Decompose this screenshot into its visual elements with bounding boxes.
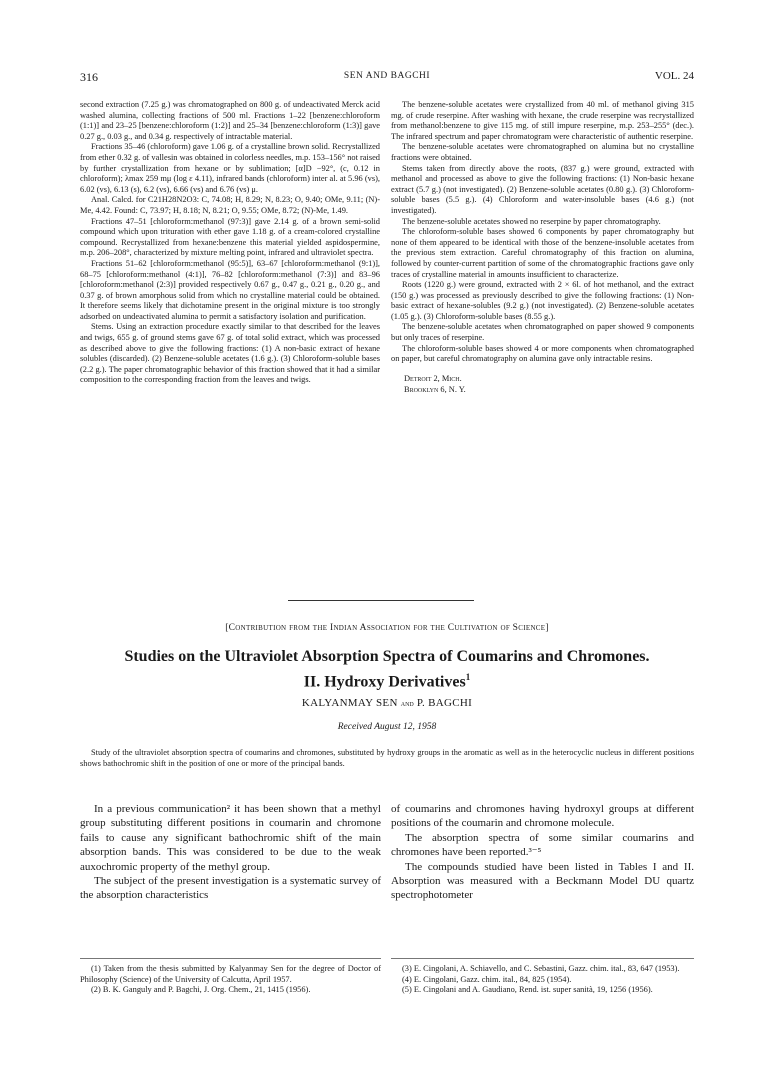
title-footnote-mark: 1 — [465, 672, 471, 682]
footnotes-left — [80, 964, 381, 996]
paragraph: of coumarins and chromones having hydroxyl groups at different positions of the coumarin and chromone molecule. — [391, 803, 694, 830]
paragraph: second extraction (7.25 g.) was chromatographed on 800 g. of undeactivated Merck acid washed alumina, collecting fractions of 500 ml. Fractions 1–22 [benzene:chloroform (1:1)] and 23–25 [benzene:chloroform (1:2)] and 25–34 [benzene:chloroform (1:3)] gave 0.27 g., 0.03 g., and 0.34 g. respectively of intractable material. — [80, 100, 380, 141]
paragraph: Fractions 47–51 [chloroform:methanol (97:3)] gave 2.14 g. of a brown semi-solid compound which upon trituration with ether gave 1.18 g. of a cream-colored crystalline compound. Recrystallized from hexane:benzene this material yielded aspidospermine, m.p. 206–208°, characterized by mixture melting point, infrared and ultraviolet spectra. — [80, 216, 380, 258]
paragraph: In a previous communication² it has been shown that a methyl group substituting different positions in coumarin and chromone fails to cause any significant bathochromic shift of the main absorption bands. This was considered to be due to the weak auxochromic property of the methyl group. — [80, 803, 381, 873]
footnote: (4) E. Cingolani, Gazz. chim. ital., 84, 825 (1954). — [402, 974, 572, 984]
author-name: P. BAGCHI — [416, 697, 473, 709]
paragraph: The chloroform-soluble bases showed 6 components by paper chromatography but none of them appeared to be identical with those of the benzene-insoluble acetates from the previous stem extraction. Careful chromatography of this fraction on alumina, followed by counter-current partition of some of the chromatographic fractions gave only traces of crystalline material in amounts insufficient to characterize. — [391, 227, 694, 279]
paragraph: The benzene-soluble acetates when chromatographed on paper showed 9 components but only traces of reserpine. — [391, 322, 694, 343]
author-conjunction: and — [400, 699, 414, 708]
article-title — [80, 647, 694, 692]
paragraph: The benzene-soluble acetates were chromatographed on alumina but no crystalline fractions were obtained. — [391, 142, 694, 162]
experimental-column-right — [391, 100, 694, 395]
author-line — [80, 697, 694, 709]
contribution-line: [Contribution from the Indian Association for the Cultivation of Science] — [225, 623, 549, 633]
received-date: Received August 12, 1958 — [337, 722, 437, 732]
paragraph: The compounds studied have been listed in Tables I and II. Absorption was measured with a Beckmann Model DU quartz spectrophotometer — [391, 860, 694, 902]
paragraph: Anal. Calcd. for C21H28N2O3: C, 74.08; H, 8.29; N, 8.23; O, 9.40; OMe, 9.11; (N)-Me, 4.42. Found: C, 73.97; H, 8.18; N, 8.21; O, 9.55; OMe, 8.72; (N)-Me, 1.49. — [80, 195, 380, 215]
section-divider — [288, 600, 474, 601]
footnotes-right — [391, 964, 694, 996]
paragraph: The benzene-soluble acetates showed no reserpine by paper chromatography. — [402, 216, 661, 226]
abstract: Study of the ultraviolet absorption spectra of coumarins and chromones, substituted by hydroxy groups in the aromatic as well as in the heterocyclic nucleus in different positions shows bathochromic shift in the position of one or more of the principal bands. — [80, 748, 694, 768]
paragraph: The subject of the present investigation is a systematic survey of the absorption characteristics — [80, 875, 381, 902]
page-number: 316 — [80, 70, 98, 84]
author-address — [391, 373, 694, 395]
paragraph: The chloroform-soluble bases showed 4 or more components when chromatographed on paper, but careful chromatography on alumina gave only intractable resins. — [391, 343, 694, 364]
address-line: Detroit 2, Mich. — [404, 373, 462, 383]
body-column-left — [80, 802, 381, 903]
footnote: (5) E. Cingolani and A. Gaudiano, Rend. ist. super sanità, 19, 1256 (1956). — [402, 985, 653, 995]
author-name: KALYANMAY SEN — [301, 697, 398, 709]
paragraph: Roots (1220 g.) were ground, extracted with 2 × 6l. of hot methanol, and the extract (150 g.) was processed as previously described to give the following fractions: (1) Non-basic extract of hexane-solubles (9.2 g.) (not investigated). (2) Benzene-soluble acetates (1.05 g.). (3) Chloroform-soluble bases (8.55 g.). — [391, 280, 694, 321]
paragraph: Stems taken from directly above the roots, (837 g.) were ground, extracted with methanol and processed as above to give the following fractions: (1) Non-basic hexane extract (5.7 g.) (not investigated). (2) Benzene-soluble acetates (0.80 g.). (3) Chloroform-soluble bases (5.5 g.). (4) Chloroform and water-insoluble bases (4.6 g.) (not investigated). — [391, 163, 694, 215]
footnote: (1) Taken from the thesis submitted by Kalyanmay Sen for the degree of Doctor of Philosophy (Science) of the University of Calcutta, April 1957. — [80, 964, 381, 984]
volume-label: VOL. 24 — [654, 70, 694, 82]
paragraph: The benzene-soluble acetates were crystallized from 40 ml. of methanol giving 315 mg. of crude reserpine. After washing with hexane, the crude reserpine was recrystallized from methanol:benzene to give 115 mg. of still impure reserpine, m.p. 253–255° (dec.). The infrared spectrum and paper chromatogram were characteristic of authentic reserpine. — [391, 100, 694, 141]
title-line: Studies on the Ultraviolet Absorption Spectra of Coumarins and Chromones. — [124, 648, 650, 665]
experimental-column-left — [80, 100, 380, 386]
footnote-rule — [80, 958, 381, 959]
footnote: (2) B. K. Ganguly and P. Bagchi, J. Org. Chem., 21, 1415 (1956). — [91, 985, 311, 995]
running-header — [80, 70, 694, 86]
paragraph: Fractions 35–46 (chloroform) gave 1.06 g. of a crystalline brown solid. Recrystallized from ether 0.32 g. of vallesin was obtained in colorless needles, m.p. 153–156° not raised by further crystallization from hexane or by sublimation; [α]D −92°, (c, 0.12 in chloroform); λmax 259 mμ (log ε 4.11), infrared bands (chloroform) inter al. at 5.96 (vs), 6.02 (vs), 6.13 (s), 6.2 (vs), 6.66 (vs) and 6.76 (vs) μ. — [80, 142, 380, 194]
running-title: SEN AND BAGCHI — [343, 71, 431, 81]
footnote: (3) E. Cingolani, A. Schiavello, and C. Sebastini, Gazz. chim. ital., 83, 647 (1953). — [402, 964, 680, 973]
paragraph: Stems. Using an extraction procedure exactly similar to that described for the leaves and twigs, 655 g. of ground stems gave 67 g. of total solid extract, which was processed as described above to give the following fractions: (1) A non-basic extract of hexane solubles (discarded). (2) Benzene-soluble acetates (1.6 g.). (3) Chloroform-soluble bases (2.2 g.). The paper chromatographic behavior of this fraction showed that it had a similar composition to the corresponding fraction from the leaves and twigs. — [80, 322, 380, 385]
paragraph: Fractions 51–62 [chloroform:methanol (95:5)], 63–67 [chloroform:methanol (9:1)], 68–75 [chloroform:methanol (4:1)], 76–82 [chloroform:methanol (7:3)] and 83–96 [chloroform:methanol (2:3)] provided respectively 0.67 g., 0.47 g., 0.21 g., 0.20 g., and 0.37 g. of brown amorphous solid from which no crystalline material could be obtained. It therefore seems likely that dichotamine present in the original mixture is too strongly adsorbed on undeactivated alumina to permit a satisfactory isolation and purification. — [80, 258, 380, 321]
title-line: II. Hydroxy Derivatives$^1$ — [303, 672, 471, 691]
body-column-right — [391, 802, 694, 903]
paragraph: The absorption spectra of some similar coumarins and chromones have been reported.³⁻⁵ — [391, 831, 694, 859]
address-line: Brooklyn 6, N. Y. — [404, 384, 466, 394]
footnote-rule — [391, 958, 694, 959]
